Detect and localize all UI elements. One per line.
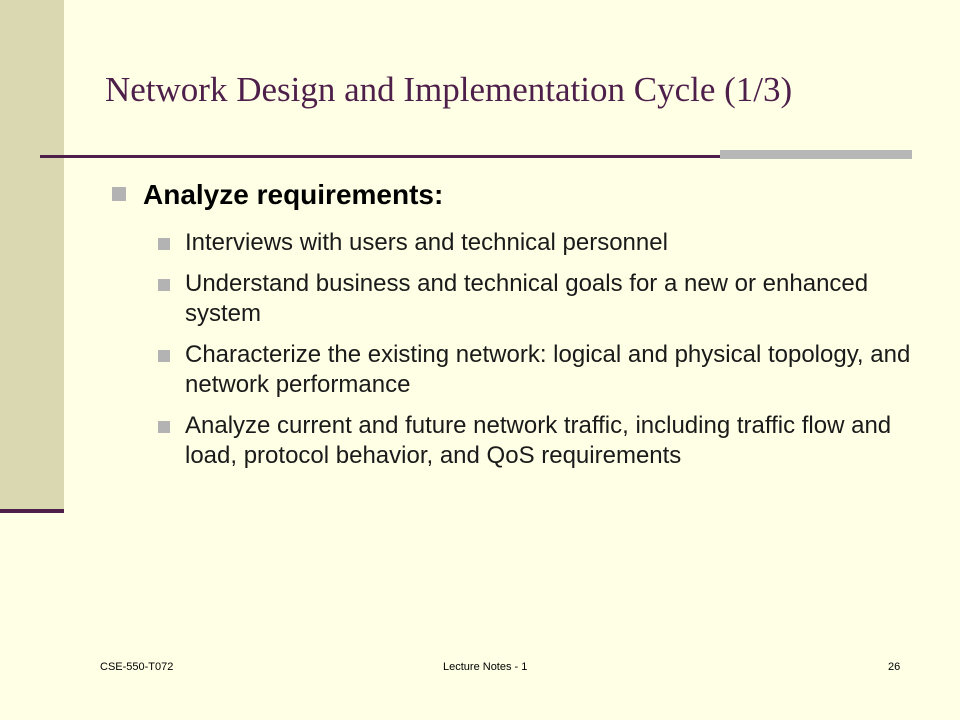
sub-bullet-item — [158, 411, 928, 471]
footer-page-number: 26 — [888, 661, 901, 673]
sub-bullet-item — [158, 269, 928, 329]
sub-bullet-list — [158, 228, 928, 482]
sub-bullet-item — [158, 228, 928, 258]
sub-bullet-item — [158, 340, 928, 400]
sub-bullet-text: Analyze current and future network traffic, including traffic flow and load, protocol behavior, and QoS requirements — [185, 412, 892, 469]
sub-bullet-text: Understand business and technical goals for a new or enhanced system — [185, 270, 869, 327]
sub-bullet-text: Characterize the existing network: logical and physical topology, and network performance — [185, 341, 911, 398]
slide-title: Network Design and Implementation Cycle (1/3) — [105, 70, 793, 109]
main-bullet-text: Analyze requirements: — [143, 179, 444, 210]
square-bullet-icon — [158, 421, 170, 433]
sub-bullet-text: Interviews with users and technical personnel — [185, 229, 668, 256]
footer-lecture-label: Lecture Notes - 1 — [443, 661, 528, 673]
square-bullet-icon — [158, 350, 170, 362]
square-bullet-icon — [158, 238, 170, 250]
square-bullet-icon — [158, 279, 170, 291]
main-bullet — [112, 178, 443, 212]
footer-course-code: CSE-550-T072 — [100, 661, 174, 673]
square-bullet-icon — [112, 187, 126, 201]
